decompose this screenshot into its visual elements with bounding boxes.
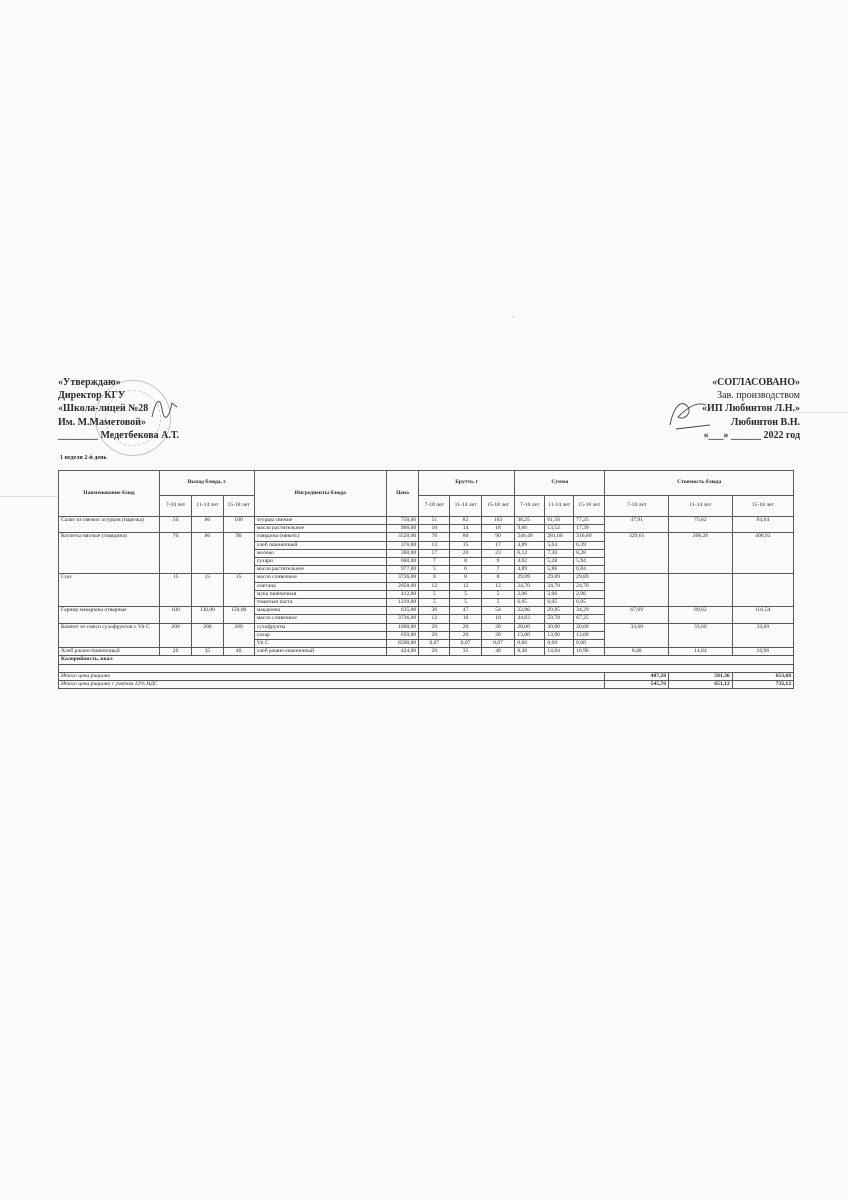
age-header: 11-14 лет xyxy=(669,496,733,517)
gross-cell: 20 xyxy=(450,623,481,631)
gross-cell: 70 xyxy=(419,533,450,541)
total-vat-value: 651,12 xyxy=(669,680,733,688)
gross-cell: 10 xyxy=(419,525,450,533)
price-cell: 977,00 xyxy=(386,566,418,574)
agreement-line: Зав. производством xyxy=(717,390,800,402)
ingredient-cell: огурцы свежие xyxy=(254,517,386,525)
agreement-line: «___» ______ 2022 год xyxy=(703,429,800,441)
ingredient-cell: хлеб ржано-пшеничный xyxy=(254,648,386,656)
sum-cell: 2,06 xyxy=(515,590,545,598)
ingredient-cell: молоко xyxy=(254,549,386,557)
sum-cell: 9,66 xyxy=(515,525,545,533)
sum-cell: 0,60 xyxy=(574,640,605,648)
sum-cell: 20,00 xyxy=(515,623,545,631)
gross-cell: 8 xyxy=(481,574,515,582)
gross-cell: 20 xyxy=(481,631,515,639)
sum-cell: 0,60 xyxy=(515,640,545,648)
header-dish-name: Наименование блюд xyxy=(59,471,160,517)
gross-cell: 12 xyxy=(419,615,450,623)
gross-cell: 5 xyxy=(450,599,481,607)
gross-cell: 47 xyxy=(450,607,481,615)
price-cell: 360,00 xyxy=(386,549,418,557)
ingredient-cell: сахар xyxy=(254,631,386,639)
gross-cell: 7 xyxy=(419,558,450,566)
sum-cell: 14,84 xyxy=(545,648,574,656)
price-cell: 424,00 xyxy=(386,648,418,656)
ingredient-cell: Vit C xyxy=(254,640,386,648)
empty-row xyxy=(59,664,794,672)
sum-cell: 16,96 xyxy=(574,648,605,656)
approval-line: ________ Медетбекова А.Т. xyxy=(58,429,180,441)
yield-cell: 15 xyxy=(159,574,191,607)
ingredient-cell: масло растительное xyxy=(254,566,386,574)
gross-cell: 5 xyxy=(481,599,515,607)
approval-line: Им. М.Маметовой» xyxy=(58,416,146,428)
sum-cell: 6,12 xyxy=(515,549,545,557)
gross-cell: 18 xyxy=(481,615,515,623)
gross-cell: 17 xyxy=(481,541,515,549)
gross-cell: 103 xyxy=(481,517,515,525)
table-row xyxy=(59,574,794,582)
dish-cost-cell: 406,93 xyxy=(732,533,793,574)
gross-cell: 20 xyxy=(419,631,450,639)
approval-line: «Школа-лицей №28 xyxy=(58,403,149,415)
agreement-line: «СОГЛАСОВАНО» xyxy=(712,377,800,388)
total-vat-value: 545,76 xyxy=(605,680,669,688)
gross-cell: 54 xyxy=(481,607,515,615)
ingredient-cell: сухари xyxy=(254,558,386,566)
scan-streak xyxy=(0,496,58,497)
gross-cell: 36 xyxy=(419,607,450,615)
sum-cell: 24,70 xyxy=(515,582,545,590)
age-header: 11-14 лет xyxy=(545,496,574,517)
table-row xyxy=(59,533,794,541)
header-price: Цена xyxy=(386,471,418,517)
gross-cell: 90 xyxy=(481,533,515,541)
yield-cell: 20 xyxy=(159,648,191,656)
dish-cost-cell xyxy=(732,574,793,607)
gross-cell: 8 xyxy=(450,574,481,582)
gross-cell: 5 xyxy=(419,599,450,607)
dish-cost-cell xyxy=(669,574,733,607)
gross-cell: 9 xyxy=(481,558,515,566)
yield-cell: 15 xyxy=(223,574,254,607)
dish-cost-cell: 33,60 xyxy=(605,623,669,648)
yield-cell: 130,00 xyxy=(192,607,223,623)
dish-cost-cell: 33,60 xyxy=(669,623,733,648)
gross-cell: 12 xyxy=(481,582,515,590)
table-row xyxy=(59,623,794,631)
price-cell: 3736,00 xyxy=(386,574,418,582)
gross-cell: 5 xyxy=(419,590,450,598)
gross-cell: 20 xyxy=(419,648,450,656)
dish-cost-cell: 75,62 xyxy=(669,517,733,533)
dish-cost-cell: 33,60 xyxy=(732,623,793,648)
total-value: 487,28 xyxy=(605,672,669,680)
sum-cell: 6,05 xyxy=(574,599,605,607)
header-dish-cost: Стоимость блюда xyxy=(605,471,794,496)
total-vat-value: 732,12 xyxy=(732,680,793,688)
sum-cell: 7,20 xyxy=(545,549,574,557)
gross-cell: 5 xyxy=(481,590,515,598)
gross-cell: 8 xyxy=(419,574,450,582)
price-cell: 1210,00 xyxy=(386,599,418,607)
sum-cell: 29,85 xyxy=(545,607,574,615)
menu-cost-table xyxy=(58,470,794,689)
header-sum: Сумма xyxy=(515,471,605,496)
age-header: 7-10 лет xyxy=(159,496,191,517)
sum-cell: 22,86 xyxy=(515,607,545,615)
sum-cell: 4,89 xyxy=(515,541,545,549)
gross-cell: 20 xyxy=(419,623,450,631)
dish-cost-cell: 101,54 xyxy=(732,607,793,623)
gross-cell: 5 xyxy=(419,566,450,574)
gross-cell: 14 xyxy=(450,525,481,533)
gross-cell: 15 xyxy=(450,541,481,549)
sum-cell: 0,60 xyxy=(545,640,574,648)
gross-cell: 20 xyxy=(450,631,481,639)
age-header: 7-10 лет xyxy=(419,496,450,517)
total-vat-label: Итого цена рациона с учетом 12% НДС xyxy=(59,680,605,688)
gross-cell: 51 xyxy=(419,517,450,525)
price-cell: 2058,00 xyxy=(386,582,418,590)
dish-cost-cell: 14,84 xyxy=(669,648,733,656)
sum-cell: 59,78 xyxy=(545,615,574,623)
scan-dot xyxy=(512,316,514,318)
sum-cell: 316,80 xyxy=(574,533,605,541)
age-header: 15-18 лет xyxy=(574,496,605,517)
price-cell: 8500,00 xyxy=(386,640,418,648)
price-cell: 3736,00 xyxy=(386,615,418,623)
sum-cell: 246,40 xyxy=(515,533,545,541)
sum-cell: 13,00 xyxy=(545,631,574,639)
dish-cost-cell: 8,48 xyxy=(605,648,669,656)
age-header: 7-10 лет xyxy=(605,496,669,517)
yield-cell: 100 xyxy=(223,517,254,533)
price-cell: 1000,00 xyxy=(386,623,418,631)
yield-cell: 200 xyxy=(223,623,254,648)
ingredient-cell: говядина (мякоть) xyxy=(254,533,386,541)
price-cell: 376,00 xyxy=(386,541,418,549)
sum-cell: 13,52 xyxy=(545,525,574,533)
sum-cell: 20,00 xyxy=(574,623,605,631)
sum-cell: 17,39 xyxy=(574,525,605,533)
sum-cell: 24,70 xyxy=(574,582,605,590)
gross-cell: 0,07 xyxy=(419,640,450,648)
gross-cell: 12 xyxy=(450,582,481,590)
dish-cost-cell xyxy=(605,574,669,607)
gross-cell: 80 xyxy=(450,533,481,541)
sum-cell: 5,86 xyxy=(545,566,574,574)
dish-cost-cell: 47,91 xyxy=(605,517,669,533)
sum-cell: 4,62 xyxy=(515,558,545,566)
dish-name-cell: Салат из свежих огурцов (нарезка) xyxy=(59,517,160,533)
age-header: 11-14 лет xyxy=(450,496,481,517)
total-value: 581,36 xyxy=(669,672,733,680)
week-day-label: 1 неделя 2-й день xyxy=(60,455,107,461)
dish-cost-cell: 67,69 xyxy=(605,607,669,623)
dish-cost-cell: 94,64 xyxy=(732,517,793,533)
agreement-line: Любинтон В.Н. xyxy=(730,416,800,428)
price-cell: 412,00 xyxy=(386,590,418,598)
ingredient-cell: масло сливочное xyxy=(254,615,386,623)
gross-cell: 82 xyxy=(450,517,481,525)
header-ingredients: Ингредиенты блюда xyxy=(254,471,386,517)
dish-cost-cell: 368,28 xyxy=(669,533,733,574)
sum-cell: 20,00 xyxy=(545,623,574,631)
sum-cell: 281,60 xyxy=(545,533,574,541)
gross-cell: 6 xyxy=(450,566,481,574)
sum-cell: 38,25 xyxy=(515,517,545,525)
total-value: 653,68 xyxy=(732,672,793,680)
sum-cell: 5,64 xyxy=(545,541,574,549)
gross-cell: 12 xyxy=(419,582,450,590)
scan-streak xyxy=(794,412,848,413)
sum-cell: 4,89 xyxy=(515,566,545,574)
total-label: Итого цена рациона xyxy=(59,672,605,680)
yield-cell: 90 xyxy=(223,533,254,574)
sum-cell: 29,89 xyxy=(515,574,545,582)
sum-cell: 29,89 xyxy=(574,574,605,582)
sum-cell: 29,89 xyxy=(545,574,574,582)
sum-cell: 34,29 xyxy=(574,607,605,615)
gross-cell: 0,07 xyxy=(450,640,481,648)
approval-block xyxy=(58,376,179,442)
calories-label: Калорийность, ккал xyxy=(59,656,794,664)
yield-cell: 50 xyxy=(159,517,191,533)
sum-cell: 13,00 xyxy=(515,631,545,639)
dish-cost-cell: 16,96 xyxy=(732,648,793,656)
yield-cell: 35 xyxy=(192,648,223,656)
table-row xyxy=(59,517,794,525)
age-header: 7-10 лет xyxy=(515,496,545,517)
sum-cell: 67,25 xyxy=(574,615,605,623)
dish-name-cell: Соус xyxy=(59,574,160,607)
sum-cell: 6,39 xyxy=(574,541,605,549)
menu-table-body xyxy=(59,517,794,656)
sum-cell: 2,06 xyxy=(574,590,605,598)
ingredient-cell: хлеб пшеничный xyxy=(254,541,386,549)
dish-cost-cell: 89,62 xyxy=(669,607,733,623)
yield-cell: 200 xyxy=(192,623,223,648)
gross-cell: 20 xyxy=(450,549,481,557)
gross-cell: 8 xyxy=(450,558,481,566)
ingredient-cell: макароны xyxy=(254,607,386,615)
dish-name-cell: Хлеб ржано-пшеничный xyxy=(59,648,160,656)
approval-line: Директор КГУ xyxy=(58,390,126,402)
yield-cell: 100 xyxy=(159,607,191,623)
price-cell: 750,00 xyxy=(386,517,418,525)
age-header: 15-18 лет xyxy=(481,496,515,517)
agreement-line: «ИП Любинтон Л.Н.» xyxy=(702,403,800,415)
gross-cell: 40 xyxy=(481,648,515,656)
ingredient-cell: мука пшеничная xyxy=(254,590,386,598)
sum-cell: 61,50 xyxy=(545,517,574,525)
sum-cell: 5,28 xyxy=(545,558,574,566)
age-header: 15-18 лет xyxy=(223,496,254,517)
price-cell: 650,00 xyxy=(386,631,418,639)
dish-cost-cell: 329,61 xyxy=(605,533,669,574)
price-cell: 3520,00 xyxy=(386,533,418,541)
sum-cell: 44,83 xyxy=(515,615,545,623)
yield-cell: 40 xyxy=(223,648,254,656)
yield-cell: 200 xyxy=(159,623,191,648)
gross-cell: 13 xyxy=(419,541,450,549)
sum-cell: 8,28 xyxy=(574,549,605,557)
gross-cell: 20 xyxy=(481,623,515,631)
yield-cell: 15 xyxy=(192,574,223,607)
price-cell: 635,00 xyxy=(386,607,418,615)
yield-cell: 80 xyxy=(192,533,223,574)
gross-cell: 16 xyxy=(450,615,481,623)
gross-cell: 17 xyxy=(419,549,450,557)
yield-cell: 80 xyxy=(192,517,223,533)
approval-line: «Утверждаю» xyxy=(58,377,121,388)
gross-cell: 18 xyxy=(481,525,515,533)
table-row xyxy=(59,607,794,615)
gross-cell: 7 xyxy=(481,566,515,574)
price-cell: 966,00 xyxy=(386,525,418,533)
sum-cell: 8,48 xyxy=(515,648,545,656)
ingredient-cell: сметана xyxy=(254,582,386,590)
sum-cell: 2,06 xyxy=(545,590,574,598)
price-cell: 660,00 xyxy=(386,558,418,566)
sum-cell: 77,25 xyxy=(574,517,605,525)
ingredient-cell: масло сливочное xyxy=(254,574,386,582)
sum-cell: 6,84 xyxy=(574,566,605,574)
dish-name-cell: Гарнир макароны отварные xyxy=(59,607,160,623)
age-header: 11-14 лет xyxy=(192,496,223,517)
dish-name-cell: Компот из смеси сухофруктов с Vit C xyxy=(59,623,160,648)
header-yield: Выход блюда, г xyxy=(159,471,254,496)
age-header: 15-18 лет xyxy=(732,496,793,517)
ingredient-cell: сухофрукты xyxy=(254,623,386,631)
header-gross: Брутто, г xyxy=(419,471,515,496)
sum-cell: 13,00 xyxy=(574,631,605,639)
gross-cell: 0,07 xyxy=(481,640,515,648)
ingredient-cell: томатная паста xyxy=(254,599,386,607)
ingredient-cell: масло растительное xyxy=(254,525,386,533)
gross-cell: 23 xyxy=(481,549,515,557)
sum-cell: 6,05 xyxy=(515,599,545,607)
table-row xyxy=(59,648,794,656)
dish-name-cell: Котлеты мясные (говядина) xyxy=(59,533,160,574)
yield-cell: 70 xyxy=(159,533,191,574)
yield-cell: 150,00 xyxy=(223,607,254,623)
sum-cell: 24,70 xyxy=(545,582,574,590)
agreement-block xyxy=(702,376,800,442)
sum-cell: 5,94 xyxy=(574,558,605,566)
sum-cell: 6,05 xyxy=(545,599,574,607)
gross-cell: 35 xyxy=(450,648,481,656)
gross-cell: 5 xyxy=(450,590,481,598)
